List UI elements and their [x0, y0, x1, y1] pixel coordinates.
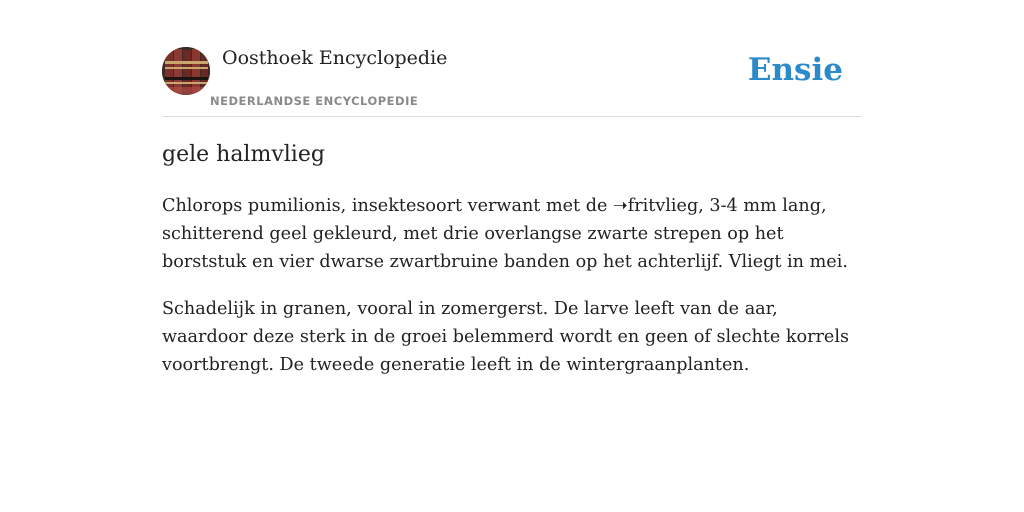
site-subtitle: NEDERLANDSE ENCYCLOPEDIE: [210, 94, 419, 108]
site-header: [162, 46, 862, 117]
ensie-logo-link[interactable]: Ensie: [747, 52, 843, 88]
entry-paragraph-1: [162, 192, 862, 276]
entry-title: gele halmvlieg: [162, 142, 325, 167]
entry-paragraph-2: Schadelijk in granen, vooral in zomergerst. De larve leeft van de aar, waardoor deze sterk in de groei belemmerd wordt en geen of slechte korrels voortbrengt. De tweede generatie leeft in de wintergraanplanten.: [162, 299, 849, 375]
entry-content: [162, 140, 862, 379]
paragraph-1-text-start: Chlorops pumilionis, insektesoort verwant met de: [162, 196, 613, 216]
fritvlieg-link[interactable]: ➝fritvlieg: [612, 196, 699, 216]
book-spines-icon: [162, 47, 210, 95]
paragraph-1-text-end: , 3-4 mm lang, schitterend geel gekleurd, met drie overlangse zwarte strepen op het borststuk en vier dwarse zwartbruine banden op het achterlijf. Vliegt in mei.: [162, 196, 848, 272]
site-title[interactable]: Oosthoek Encyclopedie: [222, 47, 448, 69]
site-avatar[interactable]: [162, 47, 210, 95]
